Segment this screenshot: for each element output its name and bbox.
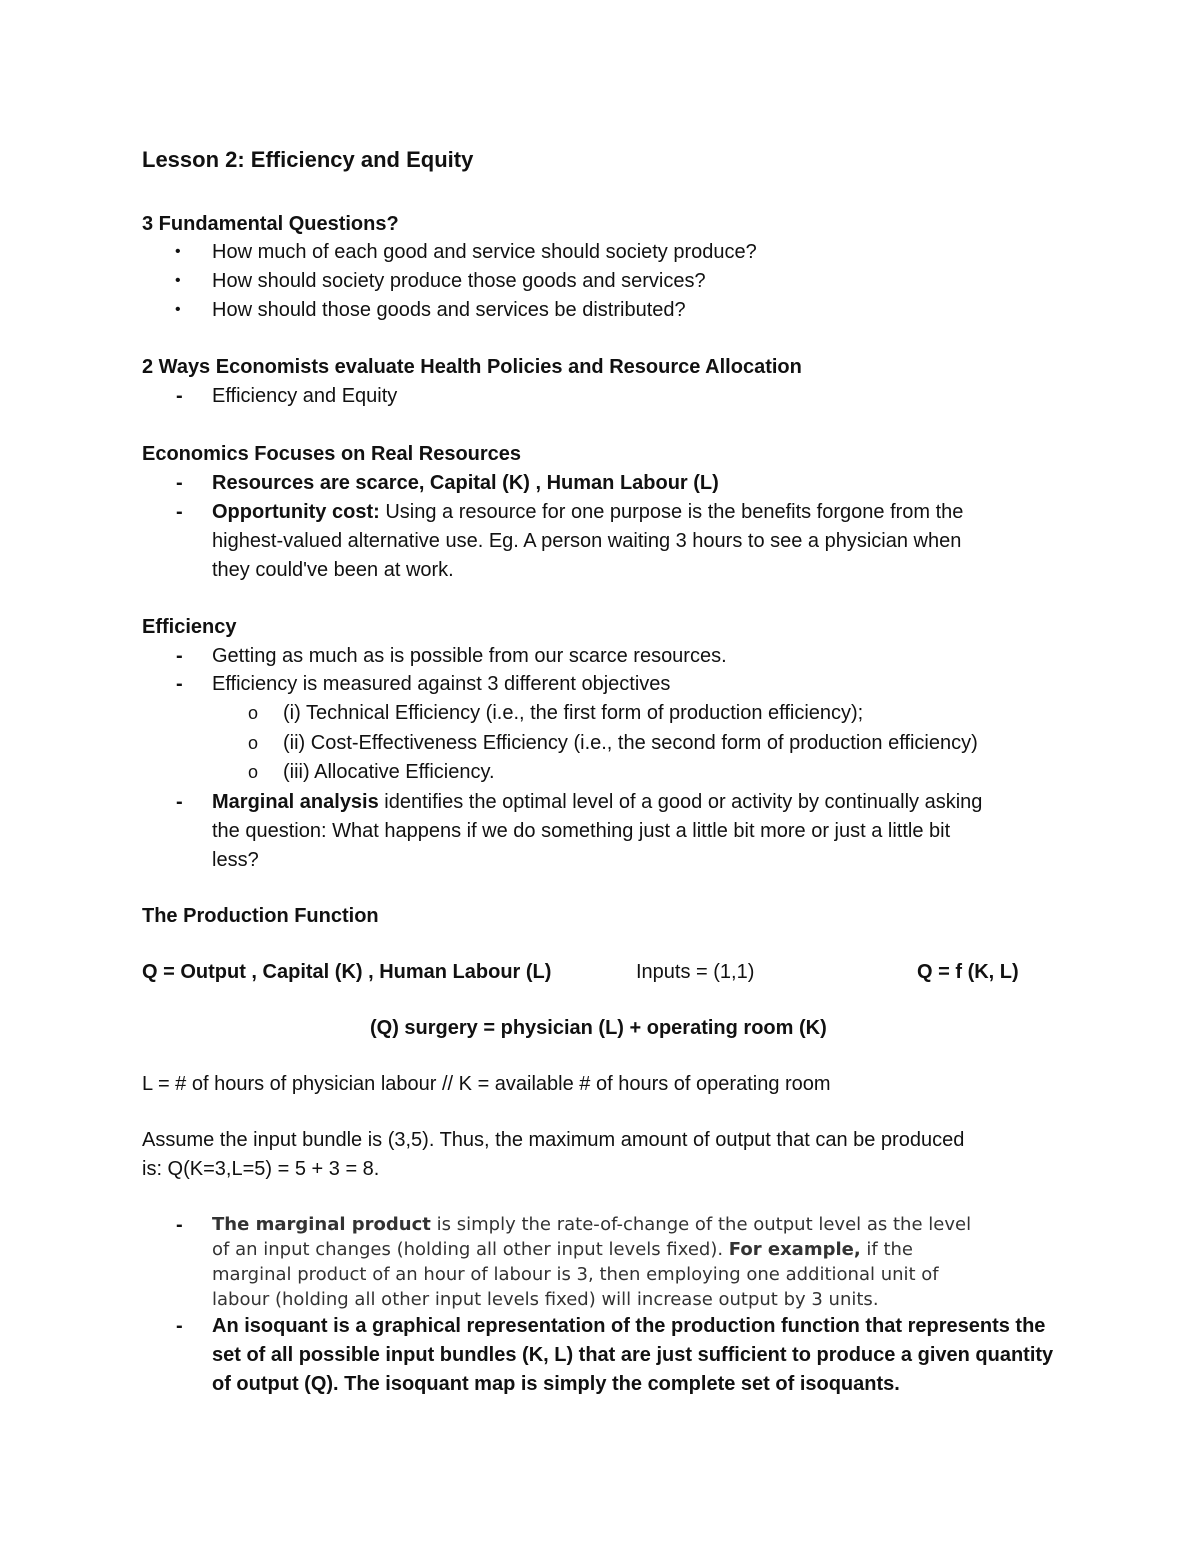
list-item: How should those goods and services be distributed?	[212, 299, 686, 321]
list-item	[212, 1314, 1045, 1338]
list-item-text: is a graphical representation of the production function that represents the	[327, 1315, 1046, 1337]
list-item-continuation: labour (holding all other input levels fixed) will increase output by 3 units.	[212, 1289, 879, 1310]
production-function-heading: The Production Function	[142, 905, 379, 927]
bullet-dot-icon: •	[175, 301, 181, 318]
sub-list-item: (i) Technical Efficiency (i.e., the first form of production efficiency);	[283, 702, 864, 724]
equation-right: Q = f (K, L)	[917, 961, 1019, 983]
sub-list-item: (ii) Cost-Effectiveness Efficiency (i.e., the second form of production efficiency)	[283, 732, 978, 754]
bullet-circle-icon: o	[248, 733, 259, 753]
bullet-dash-icon: -	[176, 1315, 183, 1337]
list-item	[212, 500, 963, 524]
list-item-continuation: marginal product of an hour of labour is 3, then employing one additional unit of	[212, 1264, 939, 1285]
isoquant-map-term: isoquant map	[385, 1373, 516, 1395]
assumption-text-continuation: is: Q(K=3,L=5) = 5 + 3 = 8.	[142, 1158, 380, 1180]
list-item: How much of each good and service should society produce?	[212, 241, 757, 263]
bullet-dash-icon: -	[176, 791, 183, 813]
bullet-circle-icon: o	[248, 762, 259, 782]
equation-left: Q = Output , Capital (K) , Human Labour (L)	[142, 961, 552, 983]
sub-list-item: (iii) Allocative Efficiency.	[283, 761, 495, 783]
list-item	[212, 790, 982, 814]
list-item-text: An	[212, 1315, 245, 1337]
bullet-dot-icon: •	[175, 243, 181, 260]
list-item-text: identifies the optimal level of a good or activity by continually asking	[378, 791, 983, 813]
for-example-term: For example,	[728, 1239, 861, 1260]
bullet-dash-icon: -	[176, 1214, 183, 1236]
bullet-dash-icon: -	[176, 501, 183, 523]
marginal-product-term: The marginal product	[212, 1214, 431, 1235]
list-item-text: Using a resource for one purpose is the benefits forgone from the	[379, 501, 964, 523]
list-item: Resources are scarce, Capital (K) , Human Labour (L)	[212, 472, 719, 494]
list-item-text: of an input changes (holding all other input levels fixed).	[212, 1239, 729, 1260]
list-item: How should society produce those goods and services?	[212, 270, 706, 292]
list-item-text: is simply the rate-of-change of the output level as the level	[430, 1214, 972, 1235]
bullet-dash-icon: -	[176, 472, 183, 494]
bullet-circle-icon: o	[248, 703, 259, 723]
isoquant-term: isoquant	[244, 1315, 328, 1337]
surgery-equation: (Q) surgery = physician (L) + operating room (K)	[370, 1017, 827, 1039]
equation-middle: Inputs = (1,1)	[636, 961, 755, 983]
list-item-continuation	[212, 1238, 913, 1262]
efficiency-heading: Efficiency	[142, 616, 237, 638]
bullet-dash-icon: -	[176, 645, 183, 667]
list-item: Getting as much as is possible from our scarce resources.	[212, 645, 727, 667]
bullet-dot-icon: •	[175, 272, 181, 289]
list-item-continuation: the question: What happens if we do something just a little bit more or just a little bit	[212, 820, 951, 842]
bullet-dash-icon: -	[176, 673, 183, 695]
variable-definitions: L = # of hours of physician labour // K = available # of hours of operating room	[142, 1073, 831, 1095]
fundamental-questions-heading: 3 Fundamental Questions?	[142, 213, 399, 235]
list-item: Efficiency and Equity	[212, 385, 398, 407]
opportunity-cost-term: Opportunity cost:	[212, 501, 380, 523]
list-item-continuation	[212, 1372, 900, 1396]
list-item-text: of output (Q). The	[212, 1373, 386, 1395]
list-item	[212, 1213, 971, 1237]
assumption-text: Assume the input bundle is (3,5). Thus, the maximum amount of output that can be produced	[142, 1129, 965, 1151]
list-item-continuation: set of all possible input bundles (K, L) that are just sufficient to produce a given quantity	[212, 1344, 1054, 1366]
list-item-continuation: highest-valued alternative use. Eg. A person waiting 3 hours to see a physician when	[212, 530, 962, 552]
bullet-dash-icon: -	[176, 385, 183, 407]
marginal-analysis-term: Marginal analysis	[212, 791, 379, 813]
list-item-continuation: they could've been at work.	[212, 559, 454, 581]
list-item: Efficiency is measured against 3 different objectives	[212, 673, 671, 695]
evaluation-ways-heading: 2 Ways Economists evaluate Health Policies and Resource Allocation	[142, 356, 802, 378]
list-item-continuation: less?	[212, 849, 259, 871]
page-title: Lesson 2: Efficiency and Equity	[142, 147, 474, 172]
list-item-text: if the	[860, 1239, 914, 1260]
real-resources-heading: Economics Focuses on Real Resources	[142, 443, 522, 465]
list-item-text: is simply the complete set of isoquants.	[515, 1373, 900, 1395]
